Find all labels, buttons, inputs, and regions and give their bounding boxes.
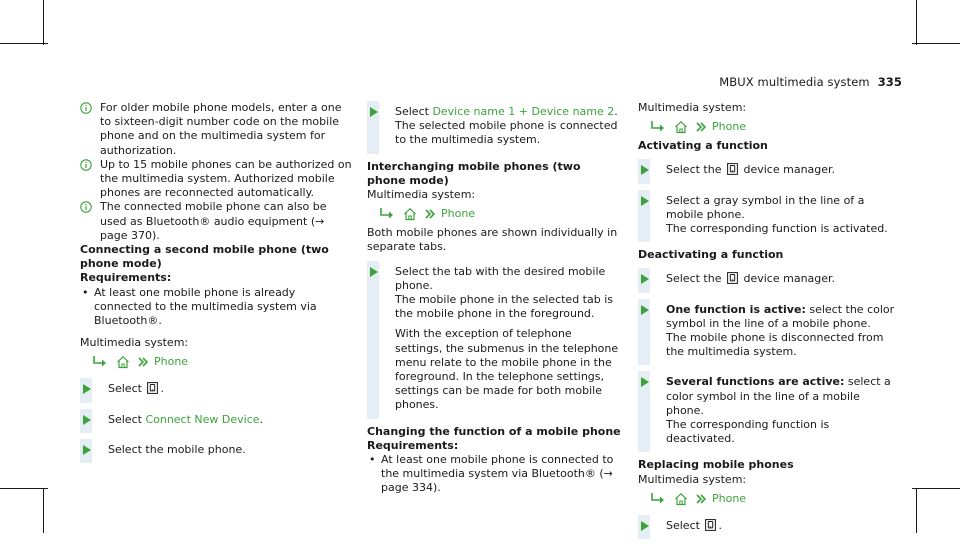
menu-path xyxy=(367,204,622,224)
crop-mark xyxy=(916,488,917,533)
step-text: Select a gray symbol in the line of a mobile phone. xyxy=(666,193,865,221)
step-arrow-icon xyxy=(83,384,91,394)
note-text: Up to 15 mobile phones can be authorized on the multimedia system. Authorized mobile phones are reconnected automatically. xyxy=(100,157,352,200)
step-text: Select xyxy=(108,382,142,396)
step-text: device manager. xyxy=(743,272,836,286)
step-text: select a color symbol in the line of a mobile phone. xyxy=(666,375,891,417)
step-arrow-icon xyxy=(83,415,91,425)
step-item xyxy=(638,190,898,243)
step-arrow-icon xyxy=(641,274,649,284)
double-chevron-icon xyxy=(696,494,706,504)
step-text: select the color symbol in the line of a mobile phone. xyxy=(666,302,895,330)
multimedia-system-label: Multimedia system: xyxy=(638,472,747,486)
step-arrow-icon xyxy=(370,107,378,117)
requirement-text: At least one mobile phone is already connected to the multimedia system via Bluetooth®. xyxy=(94,285,317,328)
section-heading: Activating a function xyxy=(638,139,768,153)
step-arrow-icon xyxy=(641,305,649,315)
step-text: Select the xyxy=(666,272,722,286)
column-3 xyxy=(638,101,898,545)
path-label: Phone xyxy=(154,355,189,369)
crop-mark xyxy=(912,43,960,44)
step-item xyxy=(638,268,898,292)
step-item xyxy=(638,371,898,452)
step-arrow-icon xyxy=(641,165,649,175)
step-arrow-icon xyxy=(370,267,378,277)
step-arrow-icon xyxy=(641,196,649,206)
info-icon xyxy=(80,159,92,171)
requirements-label: Requirements: xyxy=(80,271,172,285)
step-arrow-icon xyxy=(83,445,91,455)
phone-device-icon xyxy=(727,163,738,175)
step-item xyxy=(367,261,622,419)
step-text: . xyxy=(614,105,618,118)
info-icon xyxy=(80,102,92,114)
step-item xyxy=(638,299,898,366)
info-icon xyxy=(80,201,92,213)
phone-device-icon xyxy=(727,272,738,284)
note-item xyxy=(80,200,355,243)
phone-device-icon xyxy=(705,519,716,531)
note-text: For older mobile phone models, enter a one to sixteen-digit number code on the mobile phone and on the multimedia system for authorization. xyxy=(100,101,342,157)
crop-mark xyxy=(916,0,917,45)
note-item xyxy=(80,101,355,158)
section-heading: Changing the function of a mobile phone xyxy=(367,424,621,438)
crop-mark xyxy=(0,488,48,489)
double-chevron-icon xyxy=(696,122,706,132)
step-text: Select the mobile phone. xyxy=(108,442,246,456)
step-text: Select the tab with the desired mobile phone. xyxy=(395,264,606,292)
step-text: The selected mobile phone is connected to the multimedia system. xyxy=(395,119,618,147)
note-item xyxy=(80,158,355,201)
multimedia-system-label: Multimedia system: xyxy=(80,336,189,350)
page-number: 335 xyxy=(877,75,902,89)
arrow-icon xyxy=(92,355,108,369)
step-item xyxy=(367,101,622,154)
home-icon xyxy=(403,207,417,221)
step-bold-text: Several functions are active: xyxy=(666,375,845,389)
crop-mark xyxy=(0,43,48,44)
column-1 xyxy=(80,101,355,469)
step-item xyxy=(80,439,355,463)
step-item xyxy=(80,378,355,402)
step-arrow-icon xyxy=(641,377,649,387)
step-text: The corresponding function is activated. xyxy=(666,222,888,236)
step-arrow-icon xyxy=(641,521,649,531)
home-icon xyxy=(674,120,688,134)
body-text: Both mobile phones are shown individually in separate tabs. xyxy=(367,226,618,254)
home-icon xyxy=(674,492,688,506)
menu-path xyxy=(80,352,355,372)
step-text: Select xyxy=(108,412,142,426)
home-icon xyxy=(116,355,130,369)
step-item xyxy=(638,515,898,539)
column-2 xyxy=(367,101,622,496)
phone-device-icon xyxy=(147,382,158,394)
step-text: . xyxy=(718,518,722,532)
step-text: The mobile phone is disconnected from the multimedia system. xyxy=(666,331,884,359)
page-header xyxy=(719,75,902,89)
double-chevron-icon xyxy=(138,357,148,367)
step-text: . xyxy=(259,412,264,426)
section-heading: Deactivating a function xyxy=(638,248,784,262)
requirement-text: At least one mobile phone is connected to the multimedia system via Bluetooth® (→ page 334). xyxy=(381,453,614,495)
step-bold-text: One function is active: xyxy=(666,302,806,316)
section-heading: Interchanging mobile phones (two phone mode) xyxy=(367,159,581,187)
step-text: . xyxy=(160,382,164,396)
crop-mark xyxy=(43,0,44,45)
arrow-icon xyxy=(379,207,395,221)
step-text: The mobile phone in the selected tab is the mobile phone in the foreground. xyxy=(395,293,614,321)
crop-mark xyxy=(43,488,44,533)
requirement-item: • At least one mobile phone is connected to the multimedia system via Bluetooth® (→ page 334). xyxy=(369,453,614,495)
connect-new-device-link[interactable]: Connect New Device xyxy=(145,412,260,426)
step-item xyxy=(80,409,355,433)
step-text: The corresponding function is deactivated. xyxy=(666,418,830,446)
path-label: Phone xyxy=(712,491,747,505)
step-text: Select the xyxy=(666,163,722,177)
section-heading: Connecting a second mobile phone (two phone mode) xyxy=(80,243,329,271)
step-item xyxy=(638,159,898,183)
section-heading: Replacing mobile phones xyxy=(638,458,794,472)
arrow-icon xyxy=(650,492,666,506)
requirement-item: • At least one mobile phone is already connected to the multimedia system via Bluetooth®. xyxy=(82,285,317,328)
crop-mark xyxy=(912,488,960,489)
step-text: With the exception of telephone settings, the submenus in the telephone menu relate to the mobile phone in the foreground. In the telephone settings, settings can be made for both mobile phones. xyxy=(395,327,619,412)
double-chevron-icon xyxy=(425,209,435,219)
path-label: Phone xyxy=(441,207,476,221)
multimedia-system-label: Multimedia system: xyxy=(367,188,476,202)
step-text: device manager. xyxy=(743,163,836,177)
header-title: MBUX multimedia system xyxy=(719,75,870,89)
note-text: The connected mobile phone can also be used as Bluetooth® audio equipment (→ page 370). xyxy=(100,200,327,242)
menu-path xyxy=(638,117,898,137)
step-text: Select xyxy=(395,105,429,118)
menu-path xyxy=(638,489,898,509)
step-text: Select xyxy=(666,518,700,532)
path-label: Phone xyxy=(712,120,747,134)
requirements-label: Requirements: xyxy=(367,438,459,452)
multimedia-system-label: Multimedia system: xyxy=(638,101,747,114)
device-names-link[interactable]: Device name 1 + Device name 2 xyxy=(432,105,615,118)
arrow-icon xyxy=(650,120,666,134)
